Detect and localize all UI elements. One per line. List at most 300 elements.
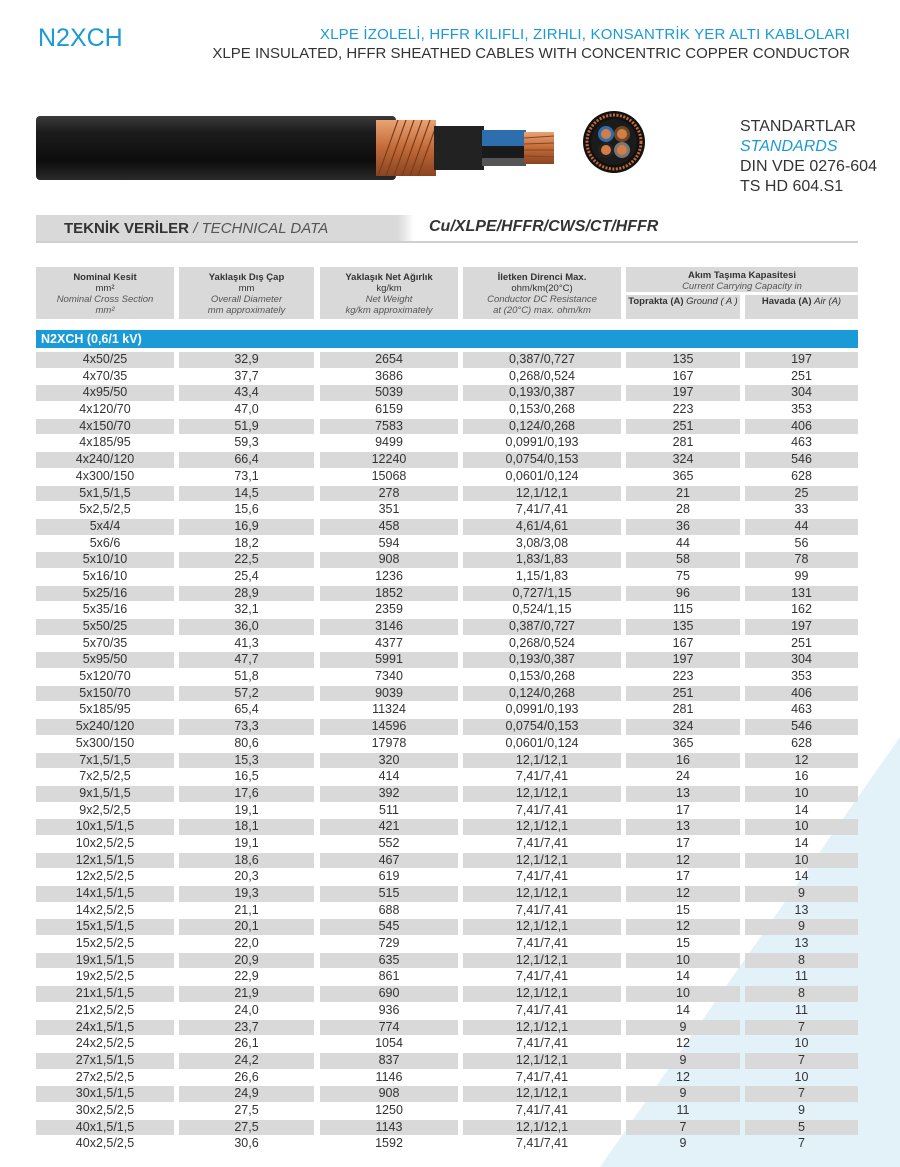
- cell-cross-section: 9x2,5/2,5: [79, 802, 131, 817]
- cell-ground: 324: [626, 452, 740, 468]
- cell-diameter: 18,6: [179, 853, 314, 869]
- cell-weight: 11324: [372, 702, 406, 717]
- table-row: [36, 435, 858, 452]
- cell-resistance: 0,153/0,268: [508, 402, 576, 417]
- cell-ground: 167: [672, 368, 694, 383]
- cell-resistance: 1,15/1,83: [515, 568, 569, 583]
- cell-ground: 167: [672, 635, 694, 650]
- table-row: [36, 1136, 858, 1153]
- cell-weight: 7583: [320, 419, 458, 435]
- cell-weight: 6159: [375, 402, 403, 417]
- cell-diameter: 30,6: [234, 1136, 259, 1151]
- cell-air: 14: [794, 835, 809, 850]
- table-row: [36, 352, 858, 369]
- cell-ground: 16: [626, 753, 740, 769]
- table-row: [36, 652, 858, 669]
- header-diam-en-unit: mm approximately: [207, 305, 286, 316]
- table-row: [36, 769, 858, 786]
- table-row: [36, 586, 858, 603]
- table-row: [36, 803, 858, 820]
- cell-diameter: 16,9: [179, 519, 314, 535]
- cell-cross-section: 27x2,5/2,5: [75, 1069, 135, 1084]
- cell-diameter: 73,1: [234, 468, 259, 483]
- table-row: [36, 786, 858, 803]
- cell-resistance: 0,0991/0,193: [505, 702, 579, 717]
- table-row: [36, 736, 858, 753]
- technical-data-bar: [36, 215, 858, 243]
- cell-cross-section: 5x150/70: [36, 686, 174, 702]
- cell-weight: 414: [378, 769, 400, 784]
- cell-air: 628: [791, 735, 812, 750]
- cell-cross-section: 4x150/70: [36, 419, 174, 435]
- table-row: [36, 486, 858, 503]
- cell-cross-section: 4x95/50: [36, 385, 174, 401]
- cell-cross-section: 9x1,5/1,5: [36, 786, 174, 802]
- cell-weight: 908: [320, 1086, 458, 1102]
- cell-resistance: 7,41/7,41: [515, 769, 569, 784]
- cell-ground: 10: [626, 986, 740, 1002]
- cell-cross-section: 5x10/10: [36, 552, 174, 568]
- table-row: [36, 536, 858, 553]
- cell-diameter: 22,5: [179, 552, 314, 568]
- cell-diameter: 22,0: [234, 936, 259, 951]
- cell-air: 33: [794, 502, 809, 517]
- cell-ground: 9: [626, 1086, 740, 1102]
- cell-weight: 3146: [320, 619, 458, 635]
- cell-air: 10: [745, 853, 858, 869]
- cell-resistance: 0,193/0,387: [463, 385, 621, 401]
- cell-weight: 4377: [375, 635, 403, 650]
- cell-diameter: 26,1: [234, 1036, 259, 1051]
- header-weight-unit: kg/km: [376, 283, 402, 294]
- cell-ground: 17: [676, 835, 690, 850]
- cell-resistance: 12,1/12,1: [463, 1053, 621, 1069]
- cell-resistance: 7,41/7,41: [515, 869, 569, 884]
- cell-ground: 13: [626, 786, 740, 802]
- table-row: [36, 919, 858, 936]
- cell-resistance: 7,41/7,41: [515, 1002, 569, 1017]
- cell-resistance: 0,0991/0,193: [505, 435, 579, 450]
- standards-block: [740, 117, 877, 197]
- cell-diameter: 80,6: [234, 735, 259, 750]
- header-ground: [626, 295, 740, 319]
- cell-air: 162: [791, 602, 812, 617]
- cell-diameter: 15,3: [179, 753, 314, 769]
- cell-air: 546: [745, 452, 858, 468]
- cell-weight: 936: [378, 1002, 400, 1017]
- section-title: N2XCH (0,6/1 kV): [41, 332, 142, 346]
- table-row: [36, 419, 858, 436]
- table-row: [36, 936, 858, 953]
- cell-diameter: 18,1: [179, 819, 314, 835]
- table-row: [36, 969, 858, 986]
- cell-cross-section: 4x120/70: [79, 402, 131, 417]
- cell-ground: 9: [679, 1136, 687, 1151]
- table-row: [36, 402, 858, 419]
- cell-resistance: 0,0754/0,153: [463, 452, 621, 468]
- cell-air: 25: [745, 486, 858, 502]
- cell-resistance: 7,41/7,41: [515, 1069, 569, 1084]
- cell-weight: 351: [378, 502, 400, 517]
- standards-label-tr: STANDARTLAR: [740, 118, 856, 135]
- cell-diameter: 59,3: [234, 435, 259, 450]
- cell-air: 406: [745, 419, 858, 435]
- table-row: [36, 753, 858, 770]
- cell-weight: 1236: [375, 568, 403, 583]
- cell-resistance: 12,1/12,1: [463, 953, 621, 969]
- cell-air: 44: [745, 519, 858, 535]
- cell-weight: 12240: [320, 452, 458, 468]
- technical-label-en: / TECHNICAL DATA: [193, 220, 329, 237]
- table-row: [36, 836, 858, 853]
- header-res-en-unit: at (20°C) max. ohm/km: [493, 305, 591, 316]
- cell-resistance: 0,153/0,268: [508, 669, 576, 684]
- cell-resistance: 12,1/12,1: [463, 886, 621, 902]
- cell-ground: 14: [676, 969, 690, 984]
- cell-air: 197: [745, 352, 858, 368]
- cell-diameter: 21,1: [234, 902, 259, 917]
- cell-air: 11: [795, 1002, 808, 1017]
- cell-air: 8: [745, 986, 858, 1002]
- cell-cross-section: 21x2,5/2,5: [75, 1002, 135, 1017]
- cell-ground: 9: [626, 1053, 740, 1069]
- cell-air: 14: [794, 869, 809, 884]
- table-row: [36, 1086, 858, 1103]
- cell-air: 546: [745, 719, 858, 735]
- header-cross-en: Nominal Cross Section: [56, 294, 154, 305]
- cell-diameter: 32,1: [234, 602, 259, 617]
- cell-resistance: 12,1/12,1: [463, 786, 621, 802]
- cell-ground: 24: [676, 769, 690, 784]
- cell-weight: 320: [320, 753, 458, 769]
- cell-weight: 458: [320, 519, 458, 535]
- cell-ground: 115: [673, 602, 693, 617]
- cell-weight: 515: [320, 886, 458, 902]
- cell-air: 10: [745, 786, 858, 802]
- cell-resistance: 0,268/0,524: [508, 368, 576, 383]
- table-row: [36, 819, 858, 836]
- cell-diameter: 43,4: [179, 385, 314, 401]
- cell-weight: 1852: [320, 586, 458, 602]
- cell-ground: 281: [672, 435, 694, 450]
- cell-ground: 251: [626, 686, 740, 702]
- header-capacity: [626, 267, 858, 292]
- cell-air: 10: [745, 819, 858, 835]
- cell-resistance: 4,61/4,61: [463, 519, 621, 535]
- cell-resistance: 0,0601/0,124: [505, 468, 579, 483]
- cell-resistance: 7,41/7,41: [515, 1036, 569, 1051]
- cell-resistance: 12,1/12,1: [463, 753, 621, 769]
- cell-cross-section: 19x2,5/2,5: [75, 969, 135, 984]
- standard-item: TS HD 604.S1: [740, 178, 844, 195]
- cell-diameter: 41,3: [234, 635, 259, 650]
- cell-air: 8: [745, 953, 858, 969]
- cell-weight: 1592: [375, 1136, 403, 1151]
- cell-cross-section: 14x2,5/2,5: [75, 902, 135, 917]
- cell-weight: 5039: [320, 385, 458, 401]
- cell-ground: 365: [672, 735, 694, 750]
- cell-cross-section: 4x240/120: [36, 452, 174, 468]
- table-row: [36, 903, 858, 920]
- cell-cross-section: 30x1,5/1,5: [36, 1086, 174, 1102]
- cell-weight: 594: [378, 535, 400, 550]
- cell-diameter: 51,9: [179, 419, 314, 435]
- cell-diameter: 25,4: [234, 568, 259, 583]
- technical-data-label: [64, 220, 328, 237]
- cell-cross-section: 15x1,5/1,5: [36, 919, 174, 935]
- header-air: [745, 295, 858, 319]
- cell-diameter: 47,7: [179, 652, 314, 668]
- header-weight-tr: Yaklaşık Net Ağırlık: [345, 272, 433, 283]
- cell-ground: 44: [676, 535, 690, 550]
- cell-ground: 223: [672, 402, 694, 417]
- cell-resistance: 0,124/0,268: [463, 419, 621, 435]
- cable-illustration: [36, 112, 566, 184]
- cell-resistance: 0,524/1,15: [512, 602, 572, 617]
- table-row: [36, 1003, 858, 1020]
- cell-air: 13: [794, 936, 809, 951]
- cell-cross-section: 5x2,5/2,5: [79, 502, 131, 517]
- cell-cross-section: 12x2,5/2,5: [75, 869, 135, 884]
- cell-resistance: 1,83/1,83: [463, 552, 621, 568]
- table-row: [36, 385, 858, 402]
- header-cap-en: Current Carrying Capacity in: [682, 281, 802, 292]
- standard-item: DIN VDE 0276-604: [740, 158, 877, 175]
- cell-resistance: 12,1/12,1: [463, 919, 621, 935]
- table-row: [36, 669, 858, 686]
- header-ground-tr: Toprakta (A): [628, 296, 684, 307]
- cell-cross-section: 4x185/95: [79, 435, 131, 450]
- table-row: [36, 469, 858, 486]
- cell-diameter: 16,5: [234, 769, 259, 784]
- table-row: [36, 519, 858, 536]
- table-row: [36, 719, 858, 736]
- cell-air: 7: [798, 1136, 805, 1151]
- table-row: [36, 686, 858, 703]
- cell-resistance: 12,1/12,1: [463, 819, 621, 835]
- table-row: [36, 569, 858, 586]
- cell-resistance: 0,0754/0,153: [463, 719, 621, 735]
- cell-weight: 619: [378, 869, 400, 884]
- cell-diameter: 18,2: [234, 535, 259, 550]
- cell-ground: 135: [626, 352, 740, 368]
- table-row: [36, 1036, 858, 1053]
- table-row: [36, 619, 858, 636]
- table-row: [36, 452, 858, 469]
- cell-cross-section: 24x2,5/2,5: [75, 1036, 135, 1051]
- cell-resistance: 12,1/12,1: [463, 1086, 621, 1102]
- header-diam-tr: Yaklaşık Dış Çap: [208, 272, 285, 283]
- cell-air: 99: [794, 568, 809, 583]
- header-air-tr: Havada (A): [761, 296, 812, 307]
- cell-cross-section: 5x95/50: [36, 652, 174, 668]
- cell-diameter: 27,5: [234, 1102, 259, 1117]
- cell-ground: 223: [672, 669, 694, 684]
- cell-weight: 1143: [320, 1120, 458, 1136]
- cell-weight: 9499: [375, 435, 403, 450]
- cell-air: 9: [798, 1102, 805, 1117]
- cell-air: 10: [794, 1036, 809, 1051]
- cell-diameter: 24,2: [179, 1053, 314, 1069]
- cell-cross-section: 4x50/25: [36, 352, 174, 368]
- table-row: [36, 886, 858, 903]
- table-row: [36, 702, 858, 719]
- table-row: [36, 369, 858, 386]
- cell-weight: 729: [378, 936, 400, 951]
- table-row: [36, 602, 858, 619]
- cell-weight: 774: [320, 1020, 458, 1036]
- cell-air: 12: [745, 753, 858, 769]
- cell-resistance: 0,387/0,727: [463, 619, 621, 635]
- cell-ground: 12: [626, 853, 740, 869]
- cell-ground: 9: [626, 1020, 740, 1036]
- cell-resistance: 7,41/7,41: [515, 802, 569, 817]
- cell-resistance: 7,41/7,41: [515, 502, 569, 517]
- header-cross-en-unit: mm²: [95, 305, 115, 316]
- cell-diameter: 47,0: [234, 402, 259, 417]
- cell-ground: 10: [626, 953, 740, 969]
- cell-air: 197: [745, 619, 858, 635]
- cell-weight: 1250: [375, 1102, 403, 1117]
- cell-resistance: 12,1/12,1: [463, 1020, 621, 1036]
- cell-resistance: 0,387/0,727: [463, 352, 621, 368]
- cell-ground: 11: [676, 1102, 690, 1117]
- data-table: [36, 352, 858, 1153]
- cell-cross-section: 4x70/35: [82, 368, 128, 383]
- cell-ground: 21: [626, 486, 740, 502]
- cell-ground: 365: [672, 468, 694, 483]
- cell-diameter: 19,3: [179, 886, 314, 902]
- product-code: N2XCH: [38, 24, 123, 52]
- cell-weight: 908: [320, 552, 458, 568]
- cell-ground: 75: [676, 568, 690, 583]
- cell-ground: 17: [676, 802, 690, 817]
- cell-air: 353: [791, 402, 812, 417]
- cell-diameter: 51,8: [234, 669, 259, 684]
- cell-air: 78: [745, 552, 858, 568]
- cell-weight: 2654: [320, 352, 458, 368]
- table-row: [36, 953, 858, 970]
- cable-cross-section: [582, 110, 646, 174]
- cell-weight: 17978: [371, 735, 407, 750]
- header-res-en: Conductor DC Resistance: [487, 294, 597, 305]
- header-diam-en: Overall Diameter: [210, 294, 283, 305]
- cell-diameter: 24,9: [179, 1086, 314, 1102]
- cell-ground: 96: [626, 586, 740, 602]
- cell-weight: 392: [320, 786, 458, 802]
- cell-cross-section: 7x1,5/1,5: [36, 753, 174, 769]
- title-turkish: XLPE İZOLELİ, HFFR KILIFLI, ZIRHLI, KONSANTRİK YER ALTI KABLOLARI: [319, 26, 850, 43]
- cell-air: 353: [791, 669, 812, 684]
- cell-cross-section: 5x50/25: [36, 619, 174, 635]
- cell-weight: 3686: [375, 368, 403, 383]
- cell-diameter: 21,9: [179, 986, 314, 1002]
- cell-ground: 324: [626, 719, 740, 735]
- cell-air: 304: [745, 652, 858, 668]
- cell-cross-section: 12x1,5/1,5: [36, 853, 174, 869]
- table-row: [36, 636, 858, 653]
- cell-ground: 28: [676, 502, 690, 517]
- cell-ground: 36: [626, 519, 740, 535]
- cell-resistance: 7,41/7,41: [515, 902, 569, 917]
- cell-weight: 837: [320, 1053, 458, 1069]
- cell-ground: 135: [626, 619, 740, 635]
- cell-ground: 12: [676, 1036, 690, 1051]
- cell-ground: 7: [626, 1120, 740, 1136]
- cell-resistance: 7,41/7,41: [515, 835, 569, 850]
- cell-weight: 861: [378, 969, 400, 984]
- standards-label-en: STANDARDS: [740, 138, 838, 155]
- cell-air: 406: [745, 686, 858, 702]
- cell-resistance: 0,124/0,268: [463, 686, 621, 702]
- table-row: [36, 1070, 858, 1087]
- cell-ground: 251: [626, 419, 740, 435]
- cell-air: 9: [745, 919, 858, 935]
- table-row: [36, 1053, 858, 1070]
- cell-air: 7: [745, 1086, 858, 1102]
- cell-diameter: 73,3: [179, 719, 314, 735]
- cell-air: 251: [791, 635, 812, 650]
- cell-diameter: 66,4: [179, 452, 314, 468]
- cell-weight: 9039: [320, 686, 458, 702]
- cell-resistance: 12,1/12,1: [463, 486, 621, 502]
- cell-air: 628: [791, 468, 812, 483]
- section-band: [36, 330, 858, 348]
- table-row: [36, 502, 858, 519]
- table-row: [36, 853, 858, 870]
- cell-cross-section: 5x1,5/1,5: [36, 486, 174, 502]
- cell-resistance: 0,193/0,387: [463, 652, 621, 668]
- cell-resistance: 0,268/0,524: [508, 635, 576, 650]
- cell-cross-section: 10x2,5/2,5: [75, 835, 135, 850]
- cell-diameter: 28,9: [179, 586, 314, 602]
- cell-diameter: 22,9: [234, 969, 259, 984]
- cell-ground: 197: [626, 652, 740, 668]
- cell-diameter: 32,9: [179, 352, 314, 368]
- cell-air: 7: [745, 1053, 858, 1069]
- cell-weight: 5991: [320, 652, 458, 668]
- table-row: [36, 1103, 858, 1120]
- cell-air: 463: [791, 702, 812, 717]
- cell-diameter: 17,6: [179, 786, 314, 802]
- header-resistance: [463, 267, 621, 319]
- cell-cross-section: 5x185/95: [79, 702, 131, 717]
- header-cross-section: [36, 267, 174, 319]
- cell-air: 56: [794, 535, 809, 550]
- cell-air: 11: [795, 969, 808, 984]
- cell-diameter: 37,7: [234, 368, 259, 383]
- cell-resistance: 7,41/7,41: [515, 1102, 569, 1117]
- cell-cross-section: 5x120/70: [79, 669, 131, 684]
- cell-ground: 197: [626, 385, 740, 401]
- cell-cross-section: 15x2,5/2,5: [75, 936, 135, 951]
- table-row: [36, 552, 858, 569]
- cell-air: 13: [794, 902, 809, 917]
- header-res-tr: İletken Direnci Max.: [497, 272, 587, 283]
- cell-cross-section: 5x70/35: [82, 635, 128, 650]
- cell-weight: 1054: [375, 1036, 403, 1051]
- cell-diameter: 15,6: [234, 502, 259, 517]
- cell-air: 304: [745, 385, 858, 401]
- cell-weight: 14596: [320, 719, 458, 735]
- cell-diameter: 26,6: [234, 1069, 259, 1084]
- cell-resistance: 3,08/3,08: [515, 535, 569, 550]
- cell-cross-section: 5x25/16: [36, 586, 174, 602]
- cell-cross-section: 21x1,5/1,5: [36, 986, 174, 1002]
- cell-air: 131: [745, 586, 858, 602]
- cell-cross-section: 5x35/16: [82, 602, 128, 617]
- table-row: [36, 1120, 858, 1137]
